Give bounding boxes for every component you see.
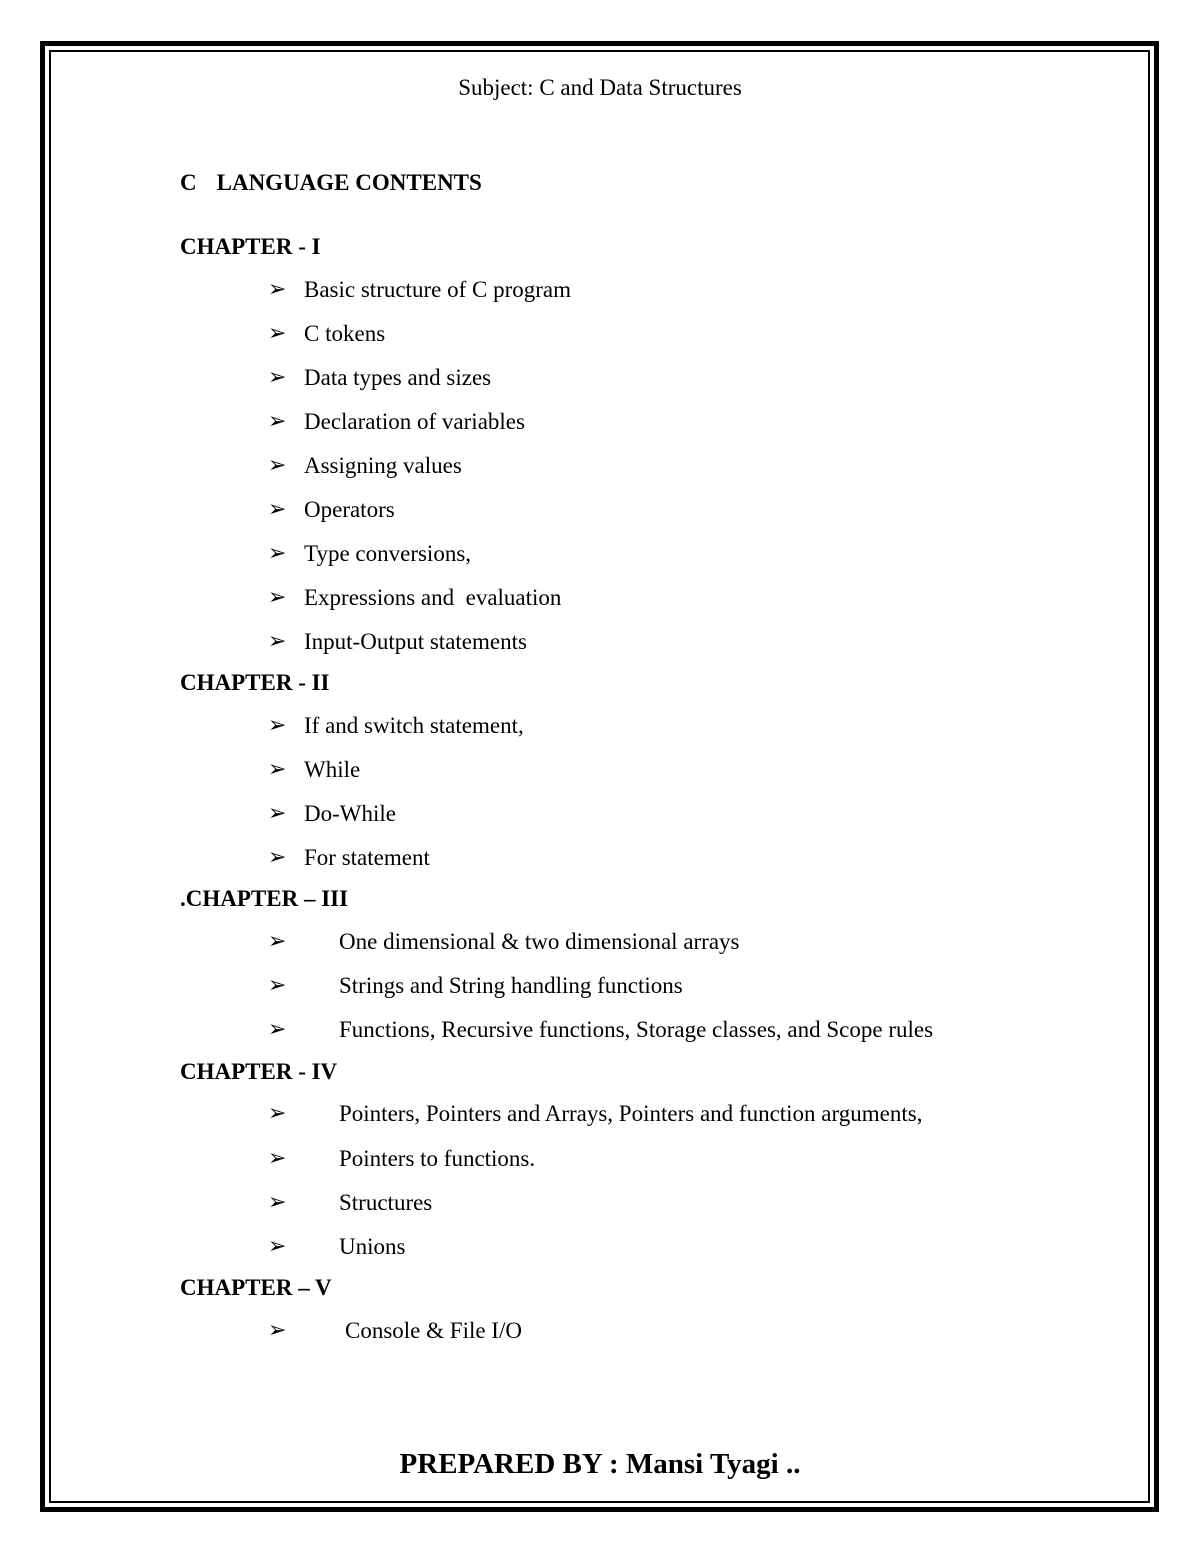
arrow-bullet-icon: ➢ — [268, 365, 287, 390]
contents-title — [180, 169, 482, 197]
chapter-1-title: CHAPTER - I — [180, 234, 321, 259]
arrow-bullet-icon: ➢ — [268, 541, 287, 566]
arrow-bullet-icon: ➢ — [268, 585, 287, 610]
list-item: While — [304, 757, 361, 782]
contents-title-text: LANGUAGE CONTENTS — [216, 170, 482, 195]
arrow-bullet-icon: ➢ — [268, 1318, 287, 1343]
list-item: For statement — [304, 845, 430, 870]
list-item: Data types and sizes — [304, 365, 492, 390]
list-item: Operators — [304, 497, 395, 522]
list-item: Pointers to functions. — [339, 1146, 536, 1171]
arrow-bullet-icon: ➢ — [268, 453, 287, 478]
arrow-bullet-icon: ➢ — [268, 277, 287, 302]
arrow-bullet-icon: ➢ — [268, 409, 287, 434]
arrow-bullet-icon: ➢ — [268, 973, 287, 998]
list-item: Strings and String handling functions — [339, 973, 683, 998]
list-item: Type conversions, — [304, 541, 472, 566]
arrow-bullet-icon: ➢ — [268, 929, 287, 954]
list-item: Unions — [339, 1234, 406, 1259]
prepared-by: PREPARED BY : Mansi Tyagi .. — [399, 1448, 801, 1480]
list-item: Assigning values — [304, 453, 462, 478]
chapter-3-title: .CHAPTER – III — [180, 886, 349, 911]
arrow-bullet-icon: ➢ — [268, 1101, 287, 1126]
list-item: If and switch statement, — [304, 713, 524, 738]
arrow-bullet-icon: ➢ — [268, 713, 287, 738]
arrow-bullet-icon: ➢ — [268, 321, 287, 346]
list-item: Declaration of variables — [304, 409, 525, 434]
arrow-bullet-icon: ➢ — [268, 757, 287, 782]
list-item: Structures — [339, 1190, 433, 1215]
list-item: C tokens — [304, 321, 386, 346]
arrow-bullet-icon: ➢ — [268, 1017, 287, 1042]
arrow-bullet-icon: ➢ — [268, 1190, 287, 1215]
contents-title-prefix: C — [180, 170, 197, 195]
list-item: One dimensional & two dimensional arrays — [339, 929, 740, 954]
arrow-bullet-icon: ➢ — [268, 497, 287, 522]
chapter-5-title: CHAPTER – V — [180, 1275, 332, 1300]
subject-line: Subject: C and Data Structures — [458, 75, 742, 100]
list-item: Do-While — [304, 801, 396, 826]
chapter-4-title: CHAPTER - IV — [180, 1059, 338, 1084]
list-item: Pointers, Pointers and Arrays, Pointers and function arguments, — [339, 1101, 923, 1126]
list-item: Expressions and evaluation — [304, 585, 562, 610]
arrow-bullet-icon: ➢ — [268, 1146, 287, 1171]
list-item: Basic structure of C program — [304, 277, 571, 302]
list-item: Input-Output statements — [304, 629, 527, 654]
list-item: Console & File I/O — [345, 1318, 522, 1343]
arrow-bullet-icon: ➢ — [268, 1234, 287, 1259]
arrow-bullet-icon: ➢ — [268, 629, 287, 654]
arrow-bullet-icon: ➢ — [268, 801, 287, 826]
list-item: Functions, Recursive functions, Storage classes, and Scope rules — [339, 1017, 934, 1042]
chapter-2-title: CHAPTER - II — [180, 670, 330, 695]
arrow-bullet-icon: ➢ — [268, 845, 287, 870]
